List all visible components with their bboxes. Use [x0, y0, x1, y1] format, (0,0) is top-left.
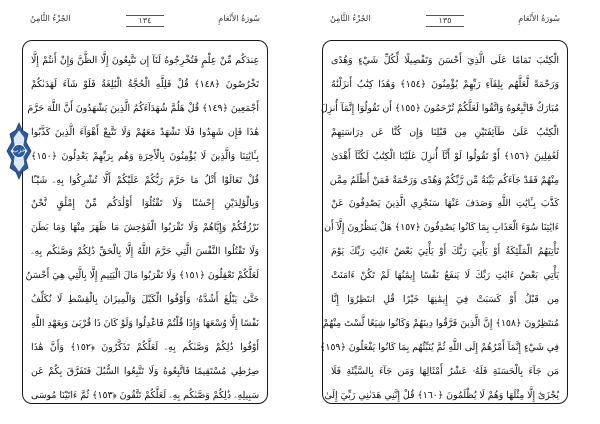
left-page-header — [22, 14, 268, 28]
text-line: لَغَٰفِلِينَ ﴿١٥٦﴾ أَوْ تَقُولُوا لَوْ أَنَّآ أُنزِلَ عَلَيْنَا الْكِتَٰبُ لَكُنَّآ أَهْدَىٰ — [331, 150, 559, 162]
text-line: مِن قَبْلُ أَوْ كَسَبَتْ فِيٓ إِيمَٰنِهَا خَيْرًا قُلِ انتَظِرُوٓا إِنَّا — [331, 294, 559, 306]
left-page-number: ١٣٤ — [126, 15, 164, 27]
text-line: نَفْسًا إِلَّا وُسْعَهَا وَإِذَا قُلْتُمْ فَاعْدِلُوا وَلَوْ كَانَ ذَا قُرْبَىٰ وَبِعَهْدِ اللَّهِ — [31, 317, 259, 329]
right-mushaf-page — [319, 40, 568, 404]
left-mushaf-page — [22, 40, 268, 404]
right-page-text — [319, 49, 559, 401]
text-line: عِندَكُم مِّنْ عِلْمٍ فَتُخْرِجُوهُ لَنَآ إِن تَتَّبِعُونَ إِلَّا الظَّنَّ وَإِنْ أَنتُمْ إِلَّا — [31, 55, 259, 66]
hizb-label: حزب — [12, 147, 26, 154]
text-line: وَلَا تَقْتُلُوا النَّفْسَ الَّتِي حَرَّمَ اللَّهُ إِلَّا بِالْحَقِّ ذَٰلِكُمْ وَصَّىٰكُم بِهِۦ — [31, 246, 259, 258]
text-line: كَذَّبَ بِـَٔايَٰتِ اللَّهِ وَصَدَفَ عَنْهَا سَنَجْزِي الَّذِينَ يَصْدِفُونَ عَنْ — [331, 198, 559, 210]
right-page-header — [322, 14, 568, 28]
text-line: لَعَلَّكُمْ تَعْقِلُونَ ﴿١٥١﴾ وَلَا تَقْرَبُوا مَالَ الْيَتِيمِ إِلَّا بِالَّتِي هِيَ أَحْسَنُ — [25, 270, 259, 282]
text-line: تَأْتِيَهُمُ الْمَلَٰٓئِكَةُ أَوْ يَأْتِيَ رَبُّكَ أَوْ يَأْتِيَ بَعْضُ ءَايَٰتِ رَبِّكَ يَوْمَ — [331, 246, 559, 258]
text-line: نَرْزُقُكُمْ وَإِيَّاهُمْ وَلَا تَقْرَبُوا الْفَوَٰحِشَ مَا ظَهَرَ مِنْهَا وَمَا بَطَنَ — [31, 222, 259, 234]
left-page-text — [25, 49, 259, 401]
text-line: مُنتَظِرُونَ ﴿١٥٨﴾ إِنَّ الَّذِينَ فَرَّقُوا دِينَهُمْ وَكَانُوا شِيَعًا لَّسْتَ مِنْهُمْ — [322, 317, 559, 329]
text-line: وَرَحْمَةً لَّعَلَّهُم بِلِقَآءِ رَبِّهِمْ يُؤْمِنُونَ ﴿١٥٤﴾ وَهَٰذَا كِتَٰبٌ أَنزَلْنَٰهُ — [331, 78, 559, 90]
text-line: حَتَّىٰ يَبْلُغَ أَشُدَّهُۥ وَأَوْفُوا الْكَيْلَ وَالْمِيزَانَ بِالْقِسْطِ لَا نُكَلِّفُ — [31, 294, 259, 306]
text-line: قُلْ تَعَالَوْا أَتْلُ مَا حَرَّمَ رَبُّكُمْ عَلَيْكُمْ أَلَّا تُشْرِكُوا بِهِۦ شَيْـًٔا — [31, 174, 259, 186]
text-line: فِي شَيْءٍ إِنَّمَآ أَمْرُهُمْ إِلَى اللَّهِ ثُمَّ يُنَبِّئُهُم بِمَا كَانُوا يَفْعَلُونَ ﴿١٥٩﴾ — [319, 341, 559, 353]
text-line: صِرَٰطِي مُسْتَقِيمًا فَاتَّبِعُوهُ وَلَا تَتَّبِعُوا السُّبُلَ فَتَفَرَّقَ بِكُمْ عَن — [31, 365, 259, 377]
hizb-ornament-icon — [6, 122, 32, 180]
left-juz-name: الجُزْءُ الثَّامِنُ — [30, 14, 71, 23]
text-line: تَخْرُصُونَ ﴿١٤٨﴾ قُلْ فَلِلَّهِ الْحُجَّةُ الْبَٰلِغَةُ فَلَوْ شَآءَ لَهَدَىٰكُمْ — [31, 78, 259, 90]
text-line: هَٰذَا فَإِن شَهِدُوا فَلَا تَشْهَدْ مَعَهُمْ وَلَا تَتَّبِعْ أَهْوَآءَ الَّذِينَ كَذَّبُوا — [31, 126, 259, 138]
text-line: مَن جَآءَ بِالْحَسَنَةِ فَلَهُۥ عَشْرُ أَمْثَالِهَا وَمَن جَآءَ بِالسَّيِّئَةِ فَلَا — [331, 365, 559, 377]
text-line: وَبِالْوَٰلِدَيْنِ إِحْسَٰنًا وَلَا تَقْتُلُوٓا أَوْلَٰدَكُم مِّنْ إِمْلَٰقٍ نَّحْنُ — [31, 198, 259, 210]
text-line: أَوْفُوا ذَٰلِكُمْ وَصَّىٰكُم بِهِۦ لَعَلَّكُمْ تَذَكَّرُونَ ﴿١٥٢﴾ وَأَنَّ هَٰذَا — [31, 341, 259, 353]
text-line: الْكِتَٰبَ تَمَامًا عَلَى الَّذِيٓ أَحْسَنَ وَتَفْصِيلًا لِّكُلِّ شَيْءٍ وَهُدًى — [331, 55, 559, 66]
text-line: مِنْهُمْ فَقَدْ جَآءَكُم بَيِّنَةٌ مِّن رَّبِّكُمْ وَهُدًى وَرَحْمَةٌ فَمَنْ أَظْلَمُ مِمَّن — [329, 174, 559, 186]
text-line: الْكِتَٰبُ عَلَىٰ طَآئِفَتَيْنِ مِن قَبْلِنَا وَإِن كُنَّا عَن دِرَاسَتِهِمْ — [331, 126, 559, 138]
text-line: سَبِيلِهِۦ ذَٰلِكُمْ وَصَّىٰكُم بِهِۦ لَعَلَّكُمْ تَتَّقُونَ ﴿١٥٣﴾ ثُمَّ ءَاتَيْنَا مُوسَى — [31, 389, 259, 401]
text-line: ءَايَٰتِنَا سُوٓءَ الْعَذَابِ بِمَا كَانُوا يَصْدِفُونَ ﴿١٥٧﴾ هَلْ يَنظُرُونَ إِلَّآ أَن — [324, 222, 559, 234]
right-surah-name: سُورَةُ الأَنْعَامِ — [518, 14, 560, 23]
text-line: مُبَارَكٌ فَاتَّبِعُوهُ وَاتَّقُوا لَعَلَّكُمْ تُرْحَمُونَ ﴿١٥٥﴾ أَن تَقُولُوٓا إِنَّمَآ أُنزِلَ — [320, 102, 559, 114]
text-line: أَجْمَعِينَ ﴿١٤٩﴾ قُلْ هَلُمَّ شُهَدَآءَكُمُ الَّذِينَ يَشْهَدُونَ أَنَّ اللَّهَ حَرَّمَ — [27, 102, 259, 114]
right-page-number: ١٣٥ — [426, 15, 464, 27]
text-line: يَأْتِي بَعْضُ ءَايَٰتِ رَبِّكَ لَا يَنفَعُ نَفْسًا إِيمَٰنُهَا لَمْ تَكُنْ ءَامَنَتْ — [331, 270, 559, 282]
left-surah-name: سُورَةُ الأَنْعَامِ — [218, 14, 260, 23]
text-line: بِـَٔايَٰتِنَا وَالَّذِينَ لَا يُؤْمِنُونَ بِالْأَخِرَةِ وَهُم بِرَبِّهِمْ يَعْدِلُونَ ﴿١٥٠﴾ — [31, 150, 259, 162]
right-juz-name: الجُزْءُ الثَّامِنُ — [330, 14, 371, 23]
text-line: يُجْزَىٰٓ إِلَّا مِثْلَهَا وَهُمْ لَا يُظْلَمُونَ ﴿١٦٠﴾ قُلْ إِنَّنِي هَدَىٰنِي رَبِّيٓ إِلَىٰ — [324, 389, 559, 401]
